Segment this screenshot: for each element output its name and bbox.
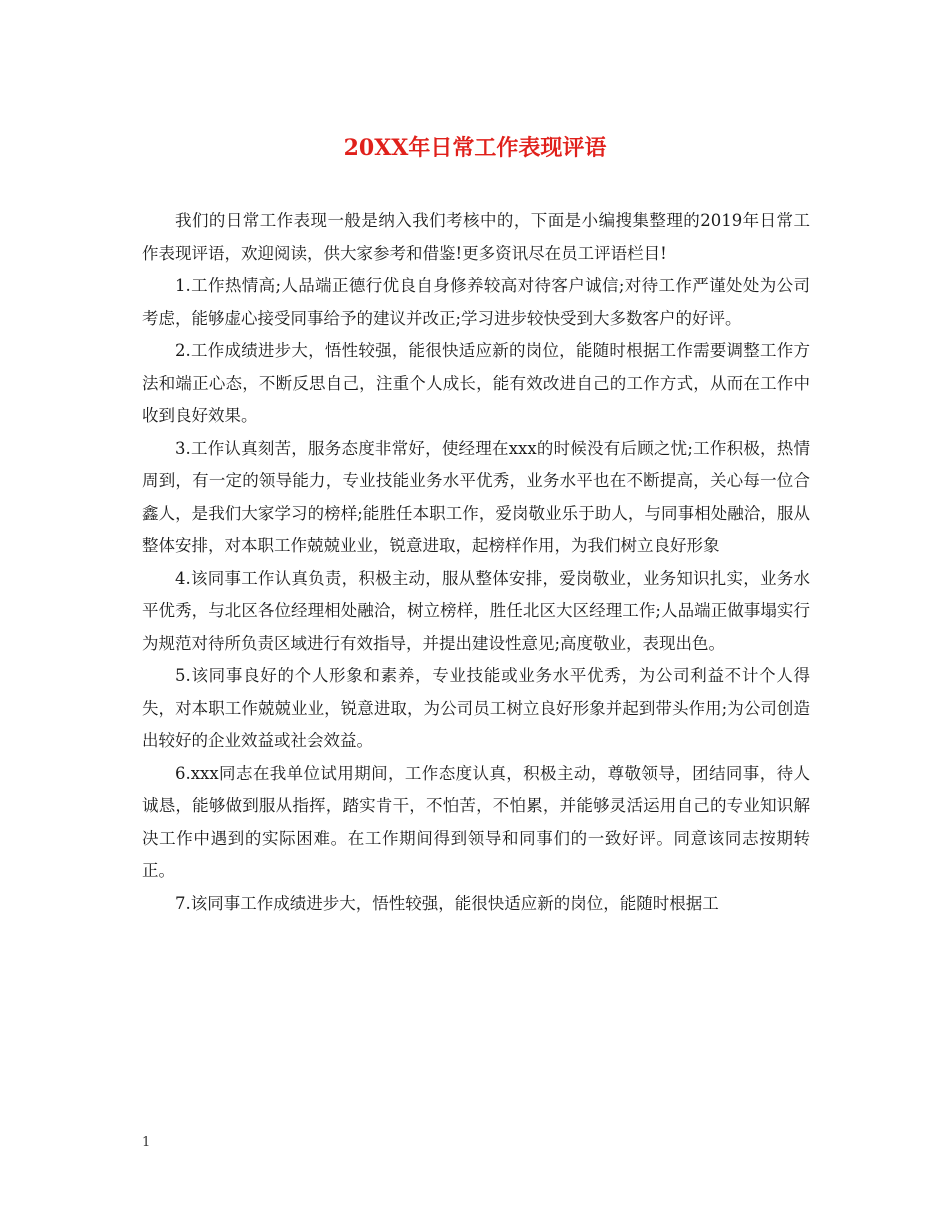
comment-paragraph-2: 2.工作成绩进步大，悟性较强，能很快适应新的岗位，能随时根据工作需要调整工作方法和端正心态，不断反思自己，注重个人成长，能有效改进自己的工作方式，从而在工作中收到良好效果。 xyxy=(142,341,810,425)
comment-paragraph-1: 1.工作热情高;人品端正德行优良自身修养较高对待客户诚信;对待工作严谨处处为公司考虑，能够虚心接受同事给予的建议并改正;学习进步较快受到大多数客户的好评。 xyxy=(142,276,810,328)
comment-paragraph-5: 5.该同事良好的个人形象和素养，专业技能或业务水平优秀，为公司利益不计个人得失，对本职工作兢兢业业，锐意进取，为公司员工树立良好形象并起到带头作用;为公司创造出较好的企业效益或社会效益。 xyxy=(142,666,810,750)
intro-paragraph: 我们的日常工作表现一般是纳入我们考核中的，下面是小编搜集整理的2019年日常工作表现评语，欢迎阅读，供大家参考和借鉴!更多资讯尽在员工评语栏目! xyxy=(142,211,810,263)
comment-paragraph-6: 6.xxx同志在我单位试用期间，工作态度认真，积极主动，尊敬领导，团结同事，待人诚恳，能够做到服从指挥，踏实肯干，不怕苦，不怕累，并能够灵活运用自己的专业知识解决工作中遇到的实际困难。在工作期间得到领导和同事们的一致好评。同意该同志按期转正。 xyxy=(142,763,810,880)
document-title: 20XX年日常工作表现评语 xyxy=(343,135,607,161)
comment-paragraph-4: 4.该同事工作认真负责，积极主动，服从整体安排，爱岗敬业，业务知识扎实，业务水平优秀，与北区各位经理相处融洽，树立榜样，胜任北区大区经理工作;人品端正做事塌实行为规范对待所负责区域进行有效指导，并提出建设性意见;高度敬业，表现出色。 xyxy=(142,568,810,653)
comment-paragraph-7: 7.该同事工作成绩进步大，悟性较强，能很快适应新的岗位，能随时根据工 xyxy=(175,893,719,913)
page-number: 1 xyxy=(142,1135,151,1150)
comment-paragraph-3: 3.工作认真刻苦，服务态度非常好，使经理在xxx的时候没有后顾之忧;工作积极，热情周到，有一定的领导能力，专业技能业务水平优秀，业务水平也在不断提高，关心每一位合鑫人，是我们大家学习的榜样;能胜任本职工作，爱岗敬业乐于助人，与同事相处融洽，服从整体安排，对本职工作兢兢业业，锐意进取，起榜样作用，为我们树立良好形象 xyxy=(142,438,810,555)
document-body xyxy=(142,205,810,920)
